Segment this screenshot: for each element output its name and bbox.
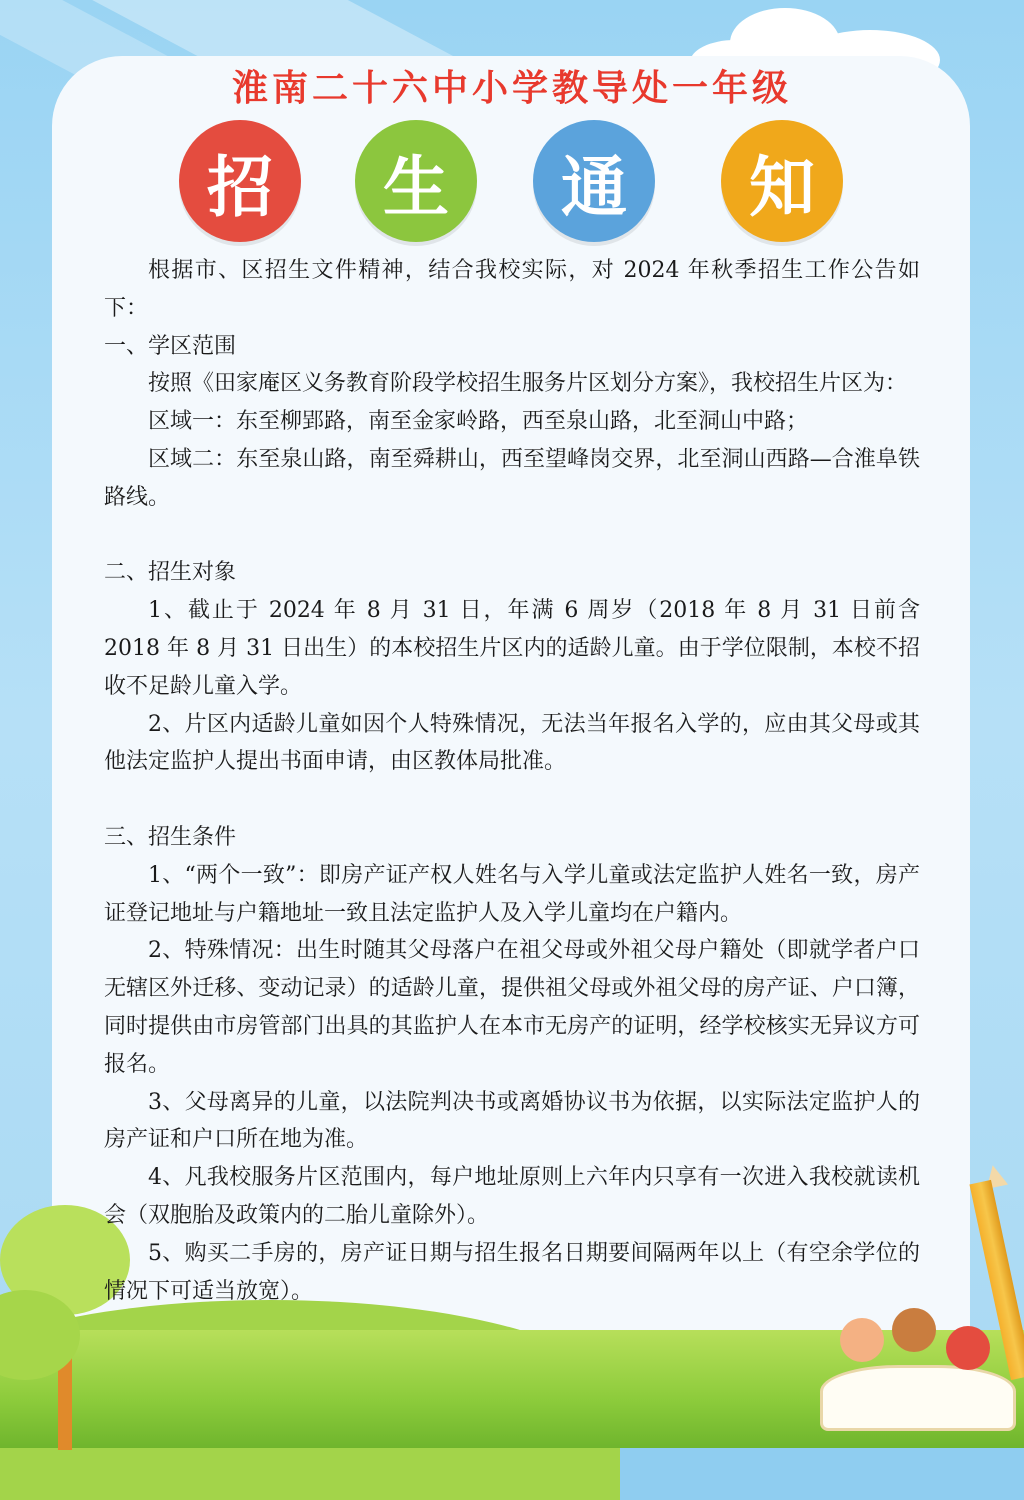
section-heading: 二、招生对象 xyxy=(104,560,237,586)
notice-body xyxy=(104,252,920,1310)
badge-zhao: 招 xyxy=(179,120,301,242)
paragraph: 按照《田家庵区义务教育阶段学校招生服务片区划分方案》，我校招生片区为： xyxy=(148,371,908,397)
paragraph: 4、凡我校服务片区范围内，每户地址原则上六年内只享有一次进入我校就读机会（双胞胎及政策内的二胎儿童除外）。 xyxy=(104,1165,920,1228)
badge-sheng: 生 xyxy=(355,120,477,242)
paragraph: 区域一：东至柳郢路，南至金家岭路，西至泉山路，北至洞山中路； xyxy=(148,409,809,435)
paragraph: 1、截止于 2024 年 8 月 31 日，年满 6 周岁（2018 年 8 月 31 日前含 2018 年 8 月 31 日出生）的本校招生片区内的适龄儿童。由于学位限制，本校不招收不足龄儿童入学。 xyxy=(104,598,920,699)
paragraph: 5、购买二手房的，房产证日期与招生报名日期要间隔两年以上（有空余学位的情况下可适当放宽）。 xyxy=(104,1240,920,1304)
paragraph: 2、特殊情况：出生时随其父母落户在祖父母或外祖父母户籍处（即就学者户口无辖区外迁移、变动记录）的适龄儿童，提供祖父母或外祖父母的房产证、户口簿，同时提供由市房管部门出具的其监护人在本市无房产的证明，经学校核实无异议方可报名。 xyxy=(104,938,920,1077)
paragraph: 2、片区内适龄儿童如因个人特殊情况，无法当年报名入学的，应由其父母或其他法定监护人提出书面申请，由区教体局批准。 xyxy=(104,711,920,775)
child-head-icon xyxy=(946,1326,990,1370)
intro-paragraph: 根据市、区招生文件精神，结合我校实际，对 2024 年秋季招生工作公告如下： xyxy=(104,258,920,321)
page-title: 淮南二十六中小学教导处一年级 xyxy=(231,68,792,109)
badge-tong: 通 xyxy=(533,120,655,242)
child-head-icon xyxy=(892,1308,936,1352)
notice-badges xyxy=(0,120,1024,250)
badge-zhi: 知 xyxy=(721,120,843,242)
paragraph: 区域二：东至泉山路，南至舜耕山，西至望峰岗交界，北至洞山西路—合淮阜铁路线。 xyxy=(104,446,920,510)
section-heading: 一、学区范围 xyxy=(104,333,237,359)
spacer xyxy=(104,781,920,819)
spacer xyxy=(104,517,920,555)
child-head-icon xyxy=(840,1318,884,1362)
section-heading: 三、招生条件 xyxy=(104,824,237,850)
paragraph: 1、“两个一致”：即房产证产权人姓名与入学儿童或法定监护人姓名一致，房产证登记地址与户籍地址一致且法定监护人及入学儿童均在户籍内。 xyxy=(104,862,920,926)
paragraph: 3、父母离异的儿童，以法院判决书或离婚协议书为依据，以实际法定监护人的房产证和户口所在地为准。 xyxy=(104,1089,920,1153)
open-book-icon xyxy=(820,1365,1016,1431)
